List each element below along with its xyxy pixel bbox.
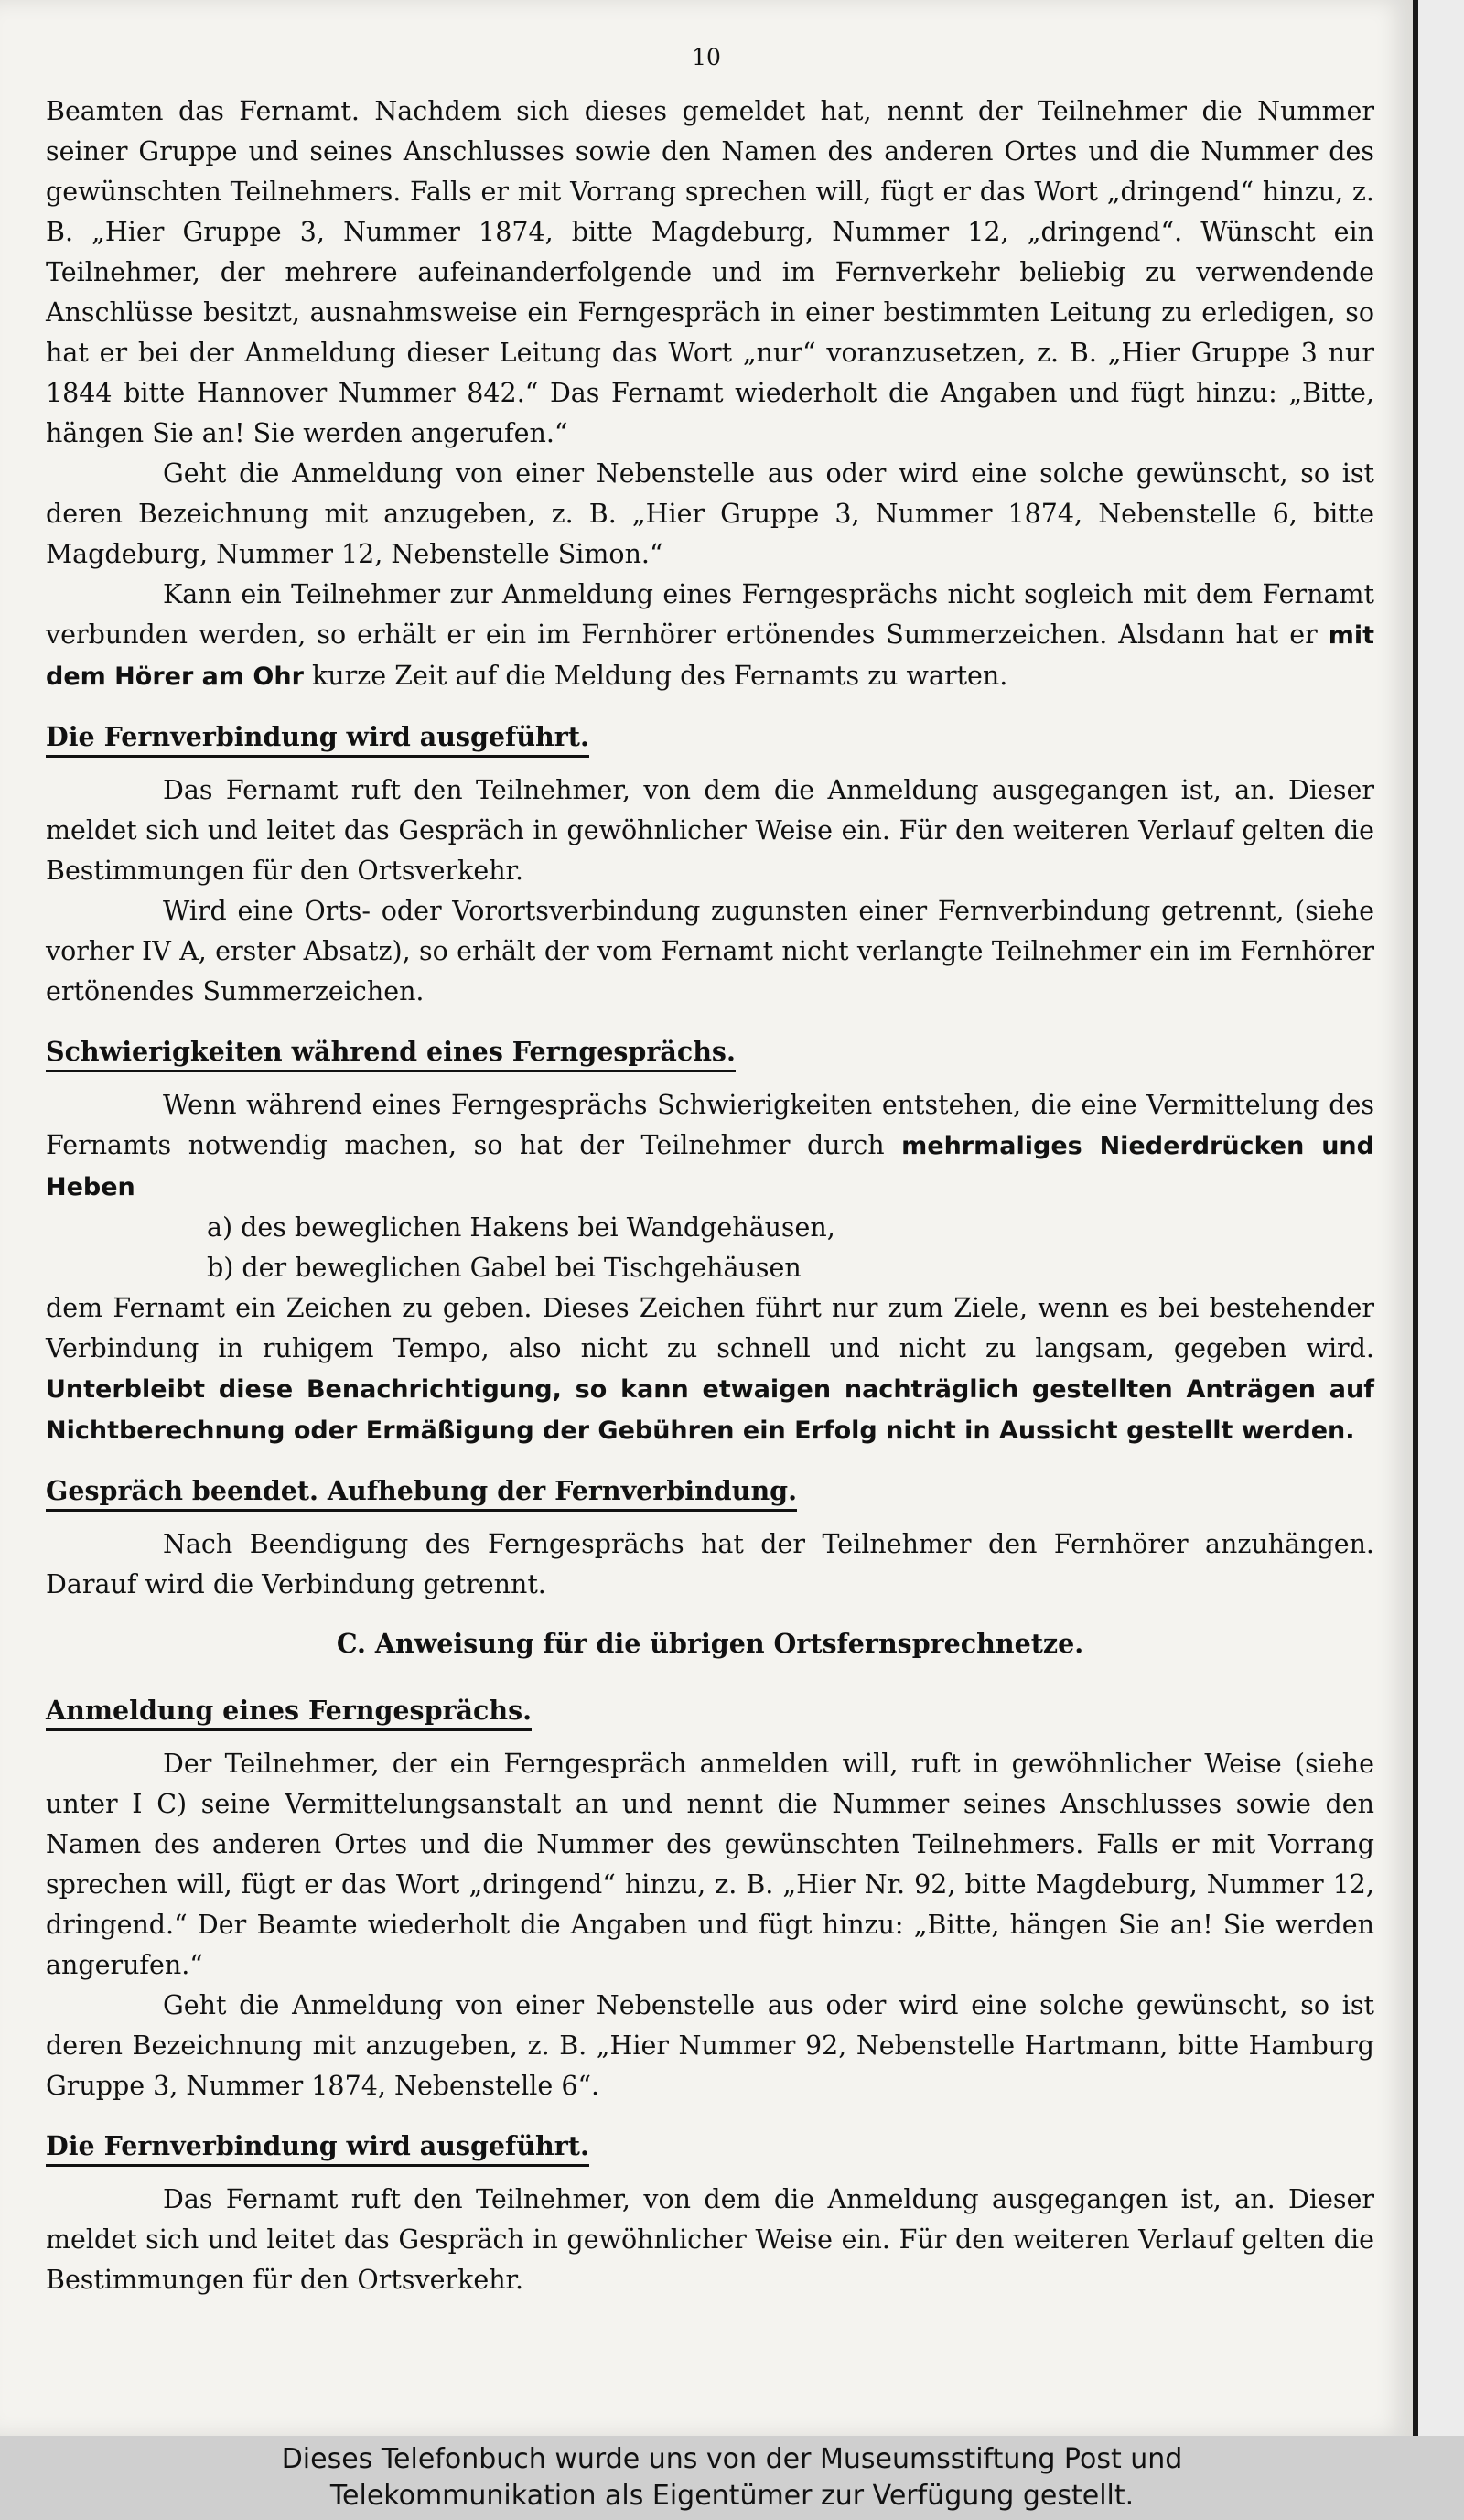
section-heading: Die Fernverbindung wird ausgeführt.	[46, 2128, 589, 2167]
page-body	[46, 92, 1374, 2300]
paragraph	[46, 575, 1374, 697]
paragraph: Geht die Anmeldung von einer Nebenstelle aus oder wird eine solche gewünscht, so ist deren Bezeichnung mit anzugeben, z. B. „Hier Nummer 92, Nebenstelle Hartmann, bitte Hamburg Gruppe 3, Nummer 1874, Nebenstelle 6“.	[46, 1990, 1374, 2101]
page-number: 10	[692, 44, 721, 70]
paragraph	[46, 1288, 1374, 1451]
text-span: kurze Zeit auf die Meldung des Fernamts zu warten.	[311, 661, 1008, 691]
footer-line: Dieses Telefonbuch wurde uns von der Museumsstiftung Post und	[281, 2443, 1183, 2475]
paragraph: Geht die Anmeldung von einer Nebenstelle aus oder wird eine solche gewünscht, so ist deren Bezeichnung mit anzugeben, z. B. „Hier Gruppe 3, Nummer 1874, Nebenstelle 6, bitte Magdeburg, Nummer 12, Nebenstelle Simon.“	[46, 458, 1374, 569]
paragraph: Das Fernamt ruft den Teilnehmer, von dem die Anmeldung ausgegangen ist, an. Dieser meldet sich und leitet das Gespräch in gewöhnlicher Weise ein. Für den weiteren Verlauf gelten die Bestimmungen für den Ortsverkehr.	[46, 775, 1374, 886]
emphasis-text: mehrmaliges Niederdrücken und Heben	[46, 1132, 1374, 1201]
paragraph: Beamten das Fernamt. Nachdem sich dieses gemeldet hat, nennt der Teilnehmer die Nummer seiner Gruppe und seines Anschlusses sowie den Namen des anderen Ortes und die Nummer des gewünschten Teilnehmers. Falls er mit Vorrang sprechen will, fügt er das Wort „dringend“ hinzu, z. B. „Hier Gruppe 3, Nummer 1874, bitte Magdeburg, Nummer 12, „dringend“. Wünscht ein Teilnehmer, der mehrere aufeinanderfolgende und im Fernverkehr beliebig zu verwendende Anschlüsse besitzt, ausnahmsweise ein Ferngespräch in einer bestimmten Leitung zu erledigen, so hat er bei der Anmeldung dieser Leitung das Wort „nur“ voranzusetzen, z. B. „Hier Gruppe 3 nur 1844 bitte Hannover Nummer 842.“ Das Fernamt wiederholt die Angaben und fügt hinzu: „Bitte, hängen Sie an! Sie werden angerufen.“	[46, 96, 1374, 448]
list-item: b) der beweglichen Gabel bei Tischgehäusen	[207, 1253, 802, 1283]
text-span: Wenn während eines Ferngesprächs Schwierigkeiten entstehen, die eine Vermittelung des Fernamts notwendig machen, so hat der Teilnehmer durch	[46, 1090, 1374, 1160]
paragraph	[46, 1085, 1374, 1208]
paragraph: Wird eine Orts- oder Vorortsverbindung zugunsten einer Fernverbindung getrennt, (siehe vorher IV A, erster Absatz), so erhält der vom Fernamt nicht verlangte Teilnehmer ein im Fernhörer ertönendes Summerzeichen.	[46, 896, 1374, 1007]
emphasis-text: Unterbleibt diese Benachrichtigung, so kann etwaigen nachträglich gestellten Anträgen auf Nichtberechnung oder Ermäßigung der Gebühren ein Erfolg nicht in Aussicht gestellt werden.	[46, 1375, 1374, 1445]
section-heading: Anmeldung eines Ferngesprächs.	[46, 1693, 532, 1731]
chapter-heading: C. Anweisung für die übrigen Ortsfernsprechnetze.	[336, 1628, 1084, 1659]
footer-notice	[0, 2436, 1464, 2520]
footer-line: Telekommunikation als Eigentümer zur Verfügung gestellt.	[329, 2480, 1135, 2512]
text-span: dem Fernamt ein Zeichen zu geben. Dieses Zeichen führt nur zum Ziele, wenn es bei bestehender Verbindung in ruhigem Tempo, also nicht zu schnell und nicht zu langsam, gegeben wird.	[46, 1293, 1374, 1363]
text-span: Kann ein Teilnehmer zur Anmeldung eines Ferngesprächs nicht sogleich mit dem Fernamt verbunden werden, so erhält er ein im Fernhörer ertönendes Summerzeichen. Alsdann hat er	[46, 579, 1374, 650]
paragraph: Das Fernamt ruft den Teilnehmer, von dem die Anmeldung ausgegangen ist, an. Dieser meldet sich und leitet das Gespräch in gewöhnlicher Weise ein. Für den weiteren Verlauf gelten die Bestimmungen für den Ortsverkehr.	[46, 2184, 1374, 2295]
emphasis-text: mit dem Hörer am Ohr	[46, 621, 1375, 691]
paragraph: Nach Beendigung des Ferngesprächs hat der Teilnehmer den Fernhörer anzuhängen. Darauf wird die Verbindung getrennt.	[46, 1529, 1374, 1599]
list-item: a) des beweglichen Hakens bei Wandgehäusen,	[207, 1212, 835, 1243]
paragraph: Der Teilnehmer, der ein Ferngespräch anmelden will, ruft in gewöhnlicher Weise (siehe unter I C) seine Vermittelungsanstalt an und nennt die Nummer seines Anschlusses sowie den Namen des anderen Ortes und die Nummer des gewünschten Teilnehmers. Falls er mit Vorrang sprechen will, fügt er das Wort „dringend“ hinzu, z. B. „Hier Nr. 92, bitte Magdeburg, Nummer 12, dringend.“ Der Beamte wiederholt die Angaben und fügt hinzu: „Bitte, hängen Sie an! Sie werden angerufen.“	[46, 1749, 1374, 1980]
section-heading: Gespräch beendet. Aufhebung der Fernverbindung.	[46, 1473, 797, 1512]
section-heading: Schwierigkeiten während eines Ferngesprächs.	[46, 1034, 736, 1072]
page-edge	[1418, 0, 1464, 2436]
section-heading: Die Fernverbindung wird ausgeführt.	[46, 719, 589, 758]
